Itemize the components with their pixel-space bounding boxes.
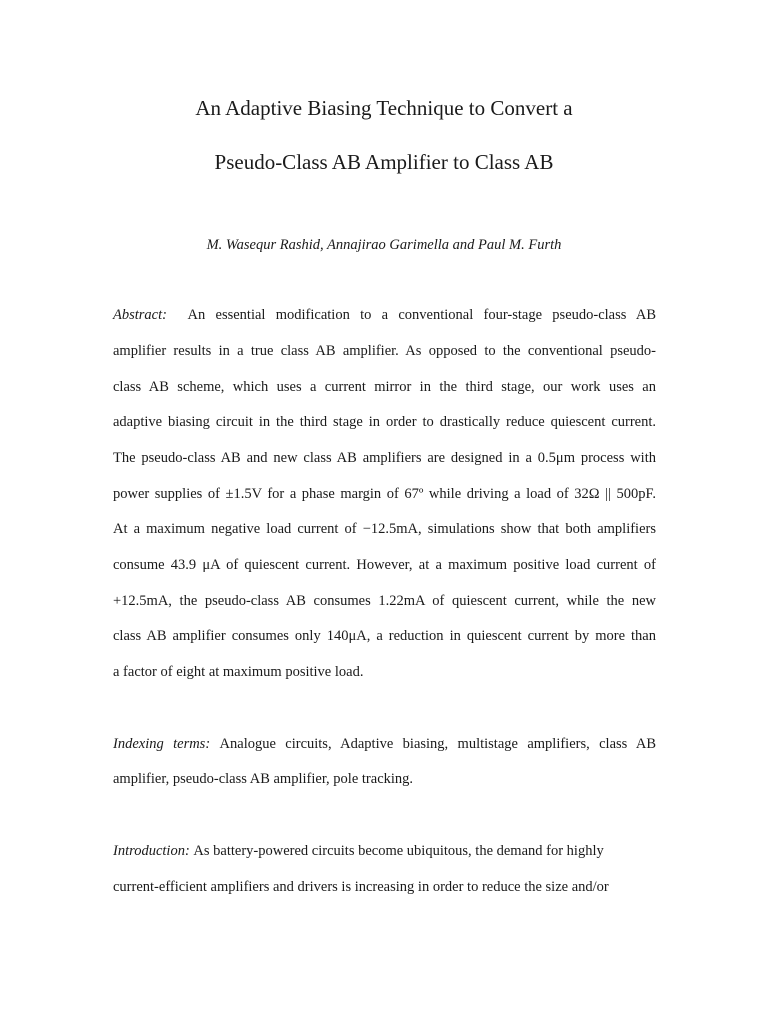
introduction-line: current-efficient amplifiers and drivers is increasing in order to reduce the size and/or <box>113 879 609 895</box>
abstract-line: At a maximum negative load current of −12.5mA, simulations show that both amplifiers <box>113 521 656 537</box>
paper-title-line-2: Pseudo-Class AB Amplifier to Class AB <box>214 150 554 174</box>
abstract-line: a factor of eight at maximum positive load. <box>113 664 364 680</box>
abstract-line: adaptive biasing circuit in the third stage in order to drastically reduce quiescent current. <box>113 414 656 430</box>
indexing-terms-line <box>113 735 656 753</box>
indexing-terms-line: amplifier, pseudo-class AB amplifier, pole tracking. <box>113 771 414 787</box>
abstract-line: consume 43.9 μA of quiescent current. However, at a maximum positive load current of <box>113 557 656 573</box>
introduction-text: As battery-powered circuits become ubiquitous, the demand for highly <box>193 843 604 859</box>
abstract-line: amplifier results in a true class AB amplifier. As opposed to the conventional pseudo- <box>113 343 656 359</box>
abstract-text: An essential modification to a conventional four-stage pseudo-class AB <box>187 307 657 323</box>
indexing-terms-label: Indexing terms: <box>113 736 211 752</box>
abstract-label: Abstract: <box>113 307 167 323</box>
author-list: M. Wasequr Rashid, Annajirao Garimella and Paul M. Furth <box>206 237 562 253</box>
abstract-line: class AB scheme, which uses a current mirror in the third stage, our work uses an <box>113 379 656 395</box>
introduction-line <box>113 842 656 860</box>
abstract-line: The pseudo-class AB and new class AB amplifiers are designed in a 0.5μm process with <box>113 450 656 466</box>
abstract-line: class AB amplifier consumes only 140μA, a reduction in quiescent current by more than <box>113 628 656 644</box>
paper-title-line-1: An Adaptive Biasing Technique to Convert a <box>195 96 573 120</box>
abstract-line: +12.5mA, the pseudo-class AB consumes 1.22mA of quiescent current, while the new <box>113 593 656 609</box>
introduction-label: Introduction: <box>113 843 190 859</box>
abstract-line <box>113 306 656 324</box>
indexing-terms-text: Analogue circuits, Adaptive biasing, multistage amplifiers, class AB <box>219 736 657 752</box>
abstract-line: power supplies of ±1.5V for a phase margin of 67º while driving a load of 32Ω || 500pF. <box>113 486 656 502</box>
